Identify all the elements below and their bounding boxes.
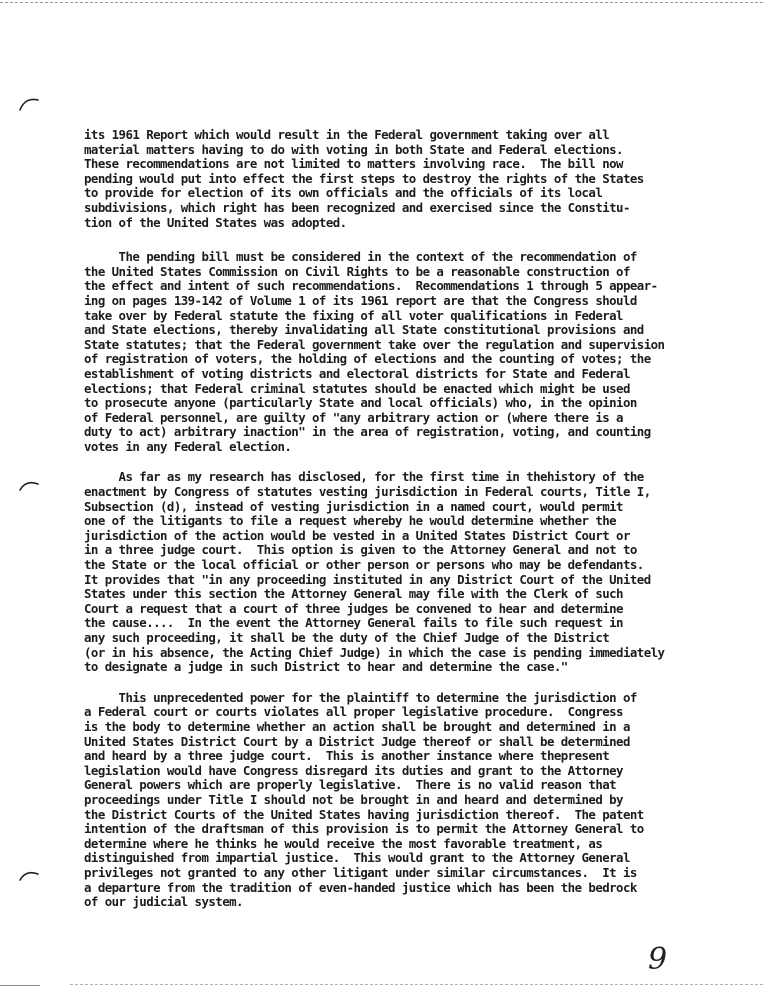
paragraph: This unprecedented power for the plaintiff to determine the jurisdiction of a Federal court or courts violates all proper legislative procedure. Congress is the body to determine whether an action shall be brought and determined in a United States District Court by a District Judge thereof or shall be determined and heard by a three judge court. This is another instance where thepresent legislation would have Congress disregard its duties and grant to the Attorney General powers which are properly legislative. There is no valid reason that proceedings under Title I should not be brought in and heard and determined by the District Courts of the United States having jurisdiction thereof. The patent intention of the draftsman of this provision is to permit the Attorney General to determine where he thinks he would receive the most favorable treatment, as distinguished from impartial justice. This would grant to the Attorney General privileges not granted to any other litigant under similar circumstances. It is a departure from the tradition of even-handed justice which has been the bedrock of our judicial system. <box>84 689 644 910</box>
margin-mark-icon <box>18 478 40 494</box>
margin-mark-icon <box>18 96 40 112</box>
top-perforation-line <box>0 2 763 3</box>
paragraph: its 1961 Report which would result in the Federal government taking over all material matters having to do with voting in both State and Federal elections. These recommendations are not limited to matters involving race. The bill now pending would put into effect the first steps to destroy the rights of the States to provide for election of its own officials and the officials of its local subdivisions, which right has been recognized and exercised since the Constitu- tion of the United States was adopted. <box>84 127 644 230</box>
bottom-edge-line <box>0 985 40 986</box>
paragraph: The pending bill must be considered in the context of the recommendation of the United States Commission on Civil Rights to be a reasonable construction of the effect and intent of such recommendations. Recommendations 1 through 5 appear- ing on pages 139-142 of Volume 1 of its 1961 report are that the Congress should take over by Federal statute the fixing of all voter qualifications in Federal and State elections, thereby invalidating all State constitutional provisions and State statutes; that the Federal government take over the regulation and supervision of registration of voters, the holding of elections and the counting of votes; the establishment of voting districts and electoral districts for State and Federal elections; that Federal criminal statutes should be enacted which might be used to prosecute anyone (particularly State and local officials) who, in the opinion of Federal personnel, are guilty of "any arbitrary action or (where there is a duty to act) arbitrary inaction" in the area of registration, voting, and counting votes in any Federal election. <box>84 249 665 454</box>
bottom-perforation-line <box>70 984 763 985</box>
paragraph: As far as my research has disclosed, for the first time in thehistory of the enactment by Congress of statutes vesting jurisdiction in Federal courts, Title I, Subsection (d), instead of vesting jurisdiction in a named court, would permit one of the litigants to file a request whereby he would determine whether the jurisdiction of the action would be vested in a United States District Court or in a three judge court. This option is given to the Attorney General and not to the State or the local official or other person or persons who may be defendants. It provides that "in any proceeding instituted in any District Court of the United States under this section the Attorney General may file with the Clerk of such Court a request that a court of three judges be convened to hear and determine the cause.... In the event the Attorney General fails to file such request in any such proceeding, it shall be the duty of the Chief Judge of the District (or in his absence, the Acting Chief Judge) in which the case is pending immediately to designate a judge in such District to hear and determine the case." <box>84 469 665 675</box>
margin-mark-icon <box>18 868 40 884</box>
page-number: 9 <box>648 942 668 977</box>
body-text <box>84 128 724 926</box>
